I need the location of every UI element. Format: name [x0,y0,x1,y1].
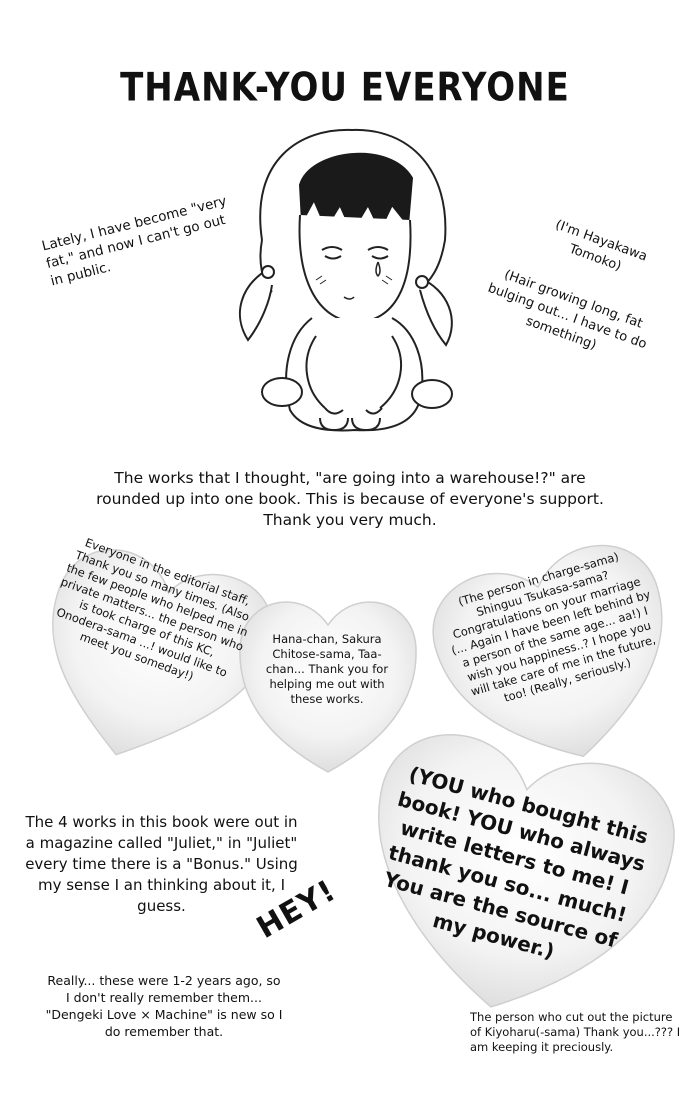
thank-you-message: The works that I thought, "are going into a warehouse!?" are rounded up into one book. This is because of everyone's support. Thank you very much. [96,469,604,529]
note-right-name: (I'm Hayakawa Tomoko) [553,217,650,275]
hey-exclamation: HEY! [250,873,343,946]
heart-text-editorial: Everyone in the editorial staff, Thank you so many times. (Also the few people who helped me in private matters... the person who is took charge of this KC, Onodera-sama ...! would like to meet you someday!) [54,535,252,684]
heart-text-helpers: Hana-chan, Sakura Chitose-sama, Taa-chan... Thank you for helping me out with these works. [265,632,389,706]
note-right-hair: (Hair growing long, fat bulging out... I have to do something) [485,267,649,354]
note-left: Lately, I have become "very fat," and now I can't go out in public. [40,193,229,290]
heart-text-person-in-charge: (The person in charge-sama) Shinguu Tsukasa-sama? Congratulations on your marriage (... Again I have been left behind by a person of the same age... aa!) I wish you happiness..? I hope you will take care of me in the future, too! (Really, seriously.) [449,549,658,705]
page-title: THANK-YOU EVERYONE [120,65,570,111]
heart-text-readers: (YOU who bought this book! YOU who always write letters to me! I thank you so... much! You are the source of my power.) [381,761,651,964]
bonus-note: The 4 works in this book were out in a magazine called "Juliet," in "Juliet" every time there is a "Bonus." Using my sense I an thinking about it, I guess. [25,813,298,915]
really-note: Really... these were 1-2 years ago, so I don't really remember them... "Dengeki Love × Machine" is new so I do remember that. [45,973,283,1039]
character-illustration [240,130,452,431]
cutout-note: The person who cut out the picture of Kiyoharu(-sama) Thank you...??? I am keeping it preciously. [470,1010,681,1054]
